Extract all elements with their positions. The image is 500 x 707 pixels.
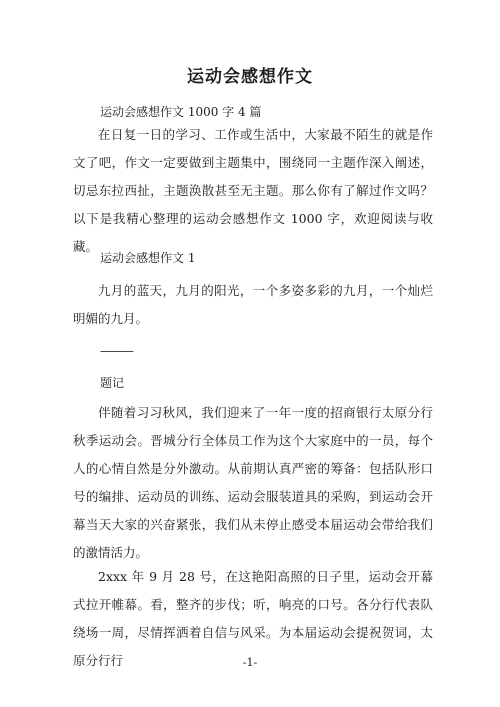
section1-heading: 运动会感想作文 1 [100,251,196,265]
section2-heading: 题记 [100,376,125,390]
section2-paragraph-2: 2xxx 年 9 月 28 号，在这艳阳高照的日子里，运动会开幕式拉开帷幕。看，整齐的步伐；听，响亮的口号。各分行代表队绕场一周，尽情挥洒着自信与风采。为本届运动会提祝贺词，太原分行行 [73,569,433,668]
document-title: 运动会感想作文 [187,67,313,87]
separator-dash: ——— [100,344,133,358]
document-subtitle: 运动会感想作文 1000 字 4 篇 [100,105,262,119]
section2-paragraph-1: 伴随着习习秋风，我们迎来了一年一度的招商银行太原分行秋季运动会。晋城分行全体员工作为这个大家庭中的一员，每个人的心情自然是分外激动。从前期认真严密的筹备：包括队形口号的编排、运动员的训练、运动会服装道具的采购，到运动会开幕当天大家的兴奋紧张，我们从未停止感受本届运动会带给我们的激情活力。 [73,405,433,560]
section1-paragraph: 九月的蓝天，九月的阳光，一个多姿多彩的九月，一个灿烂明媚的九月。 [73,283,433,326]
intro-paragraph: 在日复一日的学习、工作或生活中，大家最不陌生的就是作文了吧，作文一定要做到主题集中，围绕同一主题作深入阐述，切忌东拉西扯，主题涣散甚至无主题。那么你有了解过作文吗？以下是我精心整理的运动会感想作文 1000 字，欢迎阅读与收藏。 [73,127,433,254]
page-number: -1- [242,656,258,669]
